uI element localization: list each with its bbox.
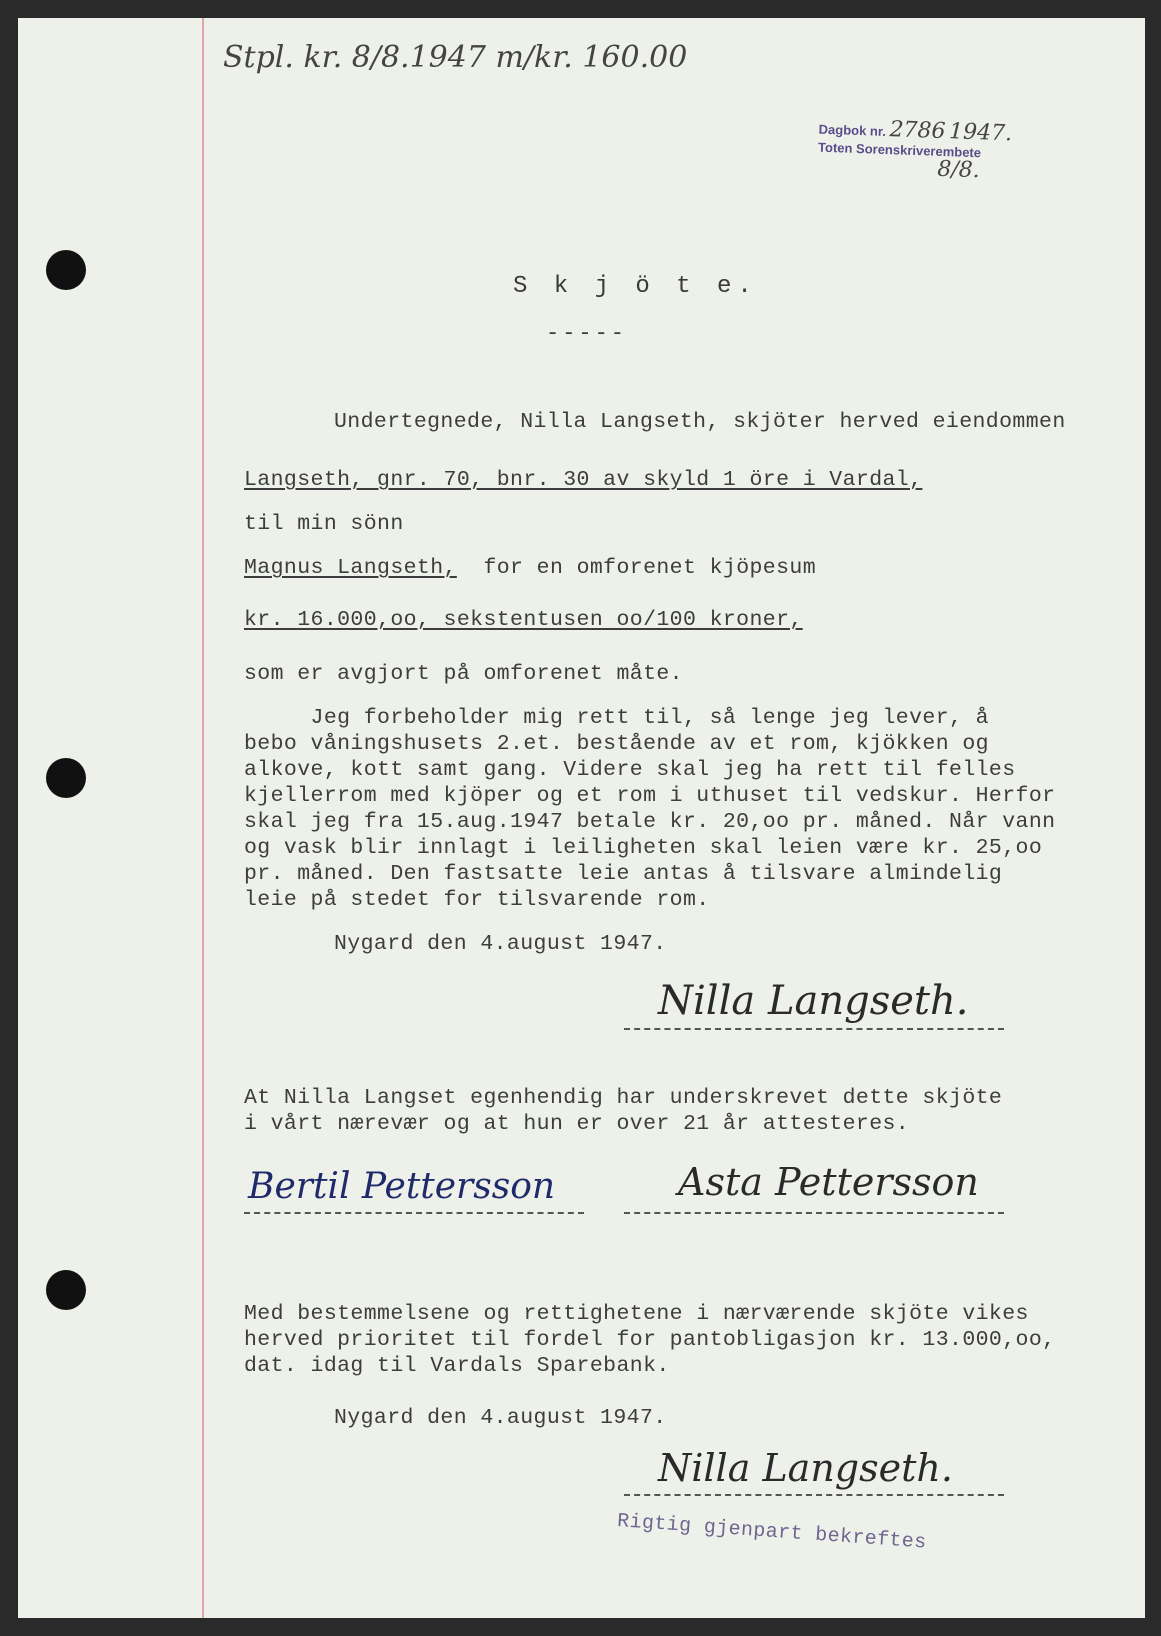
paragraph-intro: Undertegnede, Nilla Langseth, skjöter herved eiendommen <box>334 410 1066 434</box>
attest-line: At Nilla Langset egenhendig har underskrevet dette skjöte <box>244 1086 1003 1110</box>
reservation-line: kjellerrom med kjöper og et rom i uthuset til vedskur. Herfor <box>244 784 1056 808</box>
to-line: til min sönn <box>244 512 404 536</box>
document-page <box>18 18 1145 1618</box>
reservation-line: leie på stedet for tilsvarende rom. <box>244 888 710 912</box>
reservation-line: alkove, kott samt gang. Videre skal jeg ha rett til felles <box>244 758 1016 782</box>
title-rule: ----- <box>546 321 628 346</box>
priority-line: herved prioritet til fordel for pantobligasjon kr. 13.000,oo, <box>244 1328 1056 1352</box>
stamp-office: Toten Sorenskriverembete <box>817 139 982 161</box>
reservation-line: skal jeg fra 15.aug.1947 betale kr. 20,oo pr. måned. Når vann <box>244 810 1056 834</box>
reservation-line: bebo våningshusets 2.et. bestående av et rom, kjökken og <box>244 732 989 756</box>
priority-line: Med bestemmelsene og rettighetene i nærværende skjöte vikes <box>244 1302 1029 1326</box>
reservation-line: pr. måned. Den fastsatte leie antas å tilsvare almindelig <box>244 862 1003 886</box>
property-line: Langseth, gnr. 70, bnr. 30 av skyld 1 öre i Vardal, <box>244 468 923 492</box>
punch-hole-middle <box>46 758 86 798</box>
footer-stamp: Rigtig gjenpart bekreftes <box>616 1510 928 1555</box>
place-date-2: Nygard den 4.august 1947. <box>334 1406 667 1430</box>
signature-1: Nilla Langseth. <box>658 978 969 1024</box>
witness-signature-1: Bertil Pettersson <box>248 1166 556 1207</box>
place-date-1: Nygard den 4.august 1947. <box>334 932 667 956</box>
priority-line: dat. idag til Vardals Sparebank. <box>244 1354 670 1378</box>
punch-hole-top <box>46 250 86 290</box>
header-note: Stpl. kr. 8/8.1947 m/kr. 160.00 <box>223 40 688 75</box>
reservation-line: og vask blir innlagt i leiligheten skal leien være kr. 25,oo <box>244 836 1043 860</box>
document-title: S k j ö t e. <box>513 273 758 300</box>
settled-line: som er avgjort på omforenet måte. <box>244 662 683 686</box>
margin-line <box>202 18 204 1618</box>
stamp-label: Dagbok nr. <box>818 121 887 139</box>
attest-line: i vårt nærevær og at hun er over 21 år attesteres. <box>244 1112 910 1136</box>
witness-line-2 <box>624 1212 1004 1214</box>
signature-line-2 <box>624 1494 1004 1496</box>
signature-line-1 <box>624 1028 1004 1030</box>
stamp-year: 1947. <box>948 119 1013 147</box>
buyer-line <box>244 556 816 580</box>
signature-2: Nilla Langseth. <box>658 1446 953 1490</box>
buyer-rest: for en omforenet kjöpesum <box>456 556 817 580</box>
witness-signature-2: Asta Pettersson <box>678 1160 979 1204</box>
stamp-number: 2786 <box>889 117 946 145</box>
stamp-date: 8/8. <box>936 156 981 184</box>
witness-line-1 <box>244 1212 584 1214</box>
reservation-line: Jeg forbeholder mig rett til, så lenge jeg lever, å <box>244 706 989 730</box>
registry-stamp <box>817 119 1012 184</box>
buyer-name: Magnus Langseth, <box>244 556 457 580</box>
punch-hole-bottom <box>46 1270 86 1310</box>
price-line: kr. 16.000,oo, sekstentusen oo/100 kroner, <box>244 608 803 632</box>
